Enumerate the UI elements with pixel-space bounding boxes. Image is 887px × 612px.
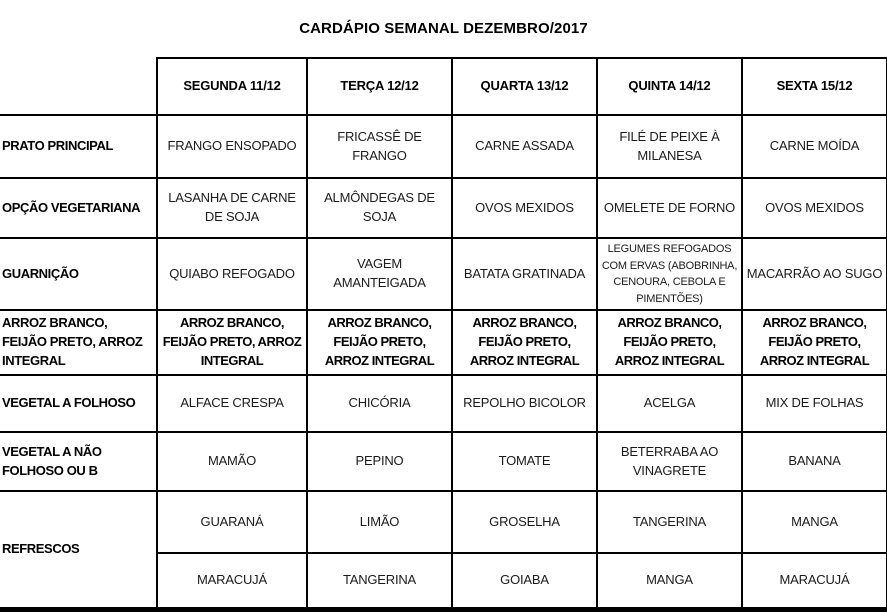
menu-cell: MARACUJÁ — [157, 553, 307, 608]
menu-cell: LIMÃO — [307, 491, 452, 553]
menu-cell: ARROZ BRANCO, FEIJÃO PRETO, ARROZ INTEGRAL — [597, 310, 742, 375]
menu-cell: CARNE MOÍDA — [742, 115, 887, 178]
menu-table — [0, 57, 887, 609]
menu-cell: QUIABO REFOGADO — [157, 238, 307, 310]
page-title: CARDÁPIO SEMANAL DEZEMBRO/2017 — [299, 20, 588, 37]
row-label-prato-principal: PRATO PRINCIPAL — [0, 115, 157, 178]
menu-cell: MANGA — [742, 491, 887, 553]
menu-cell: ARROZ BRANCO, FEIJÃO PRETO, ARROZ INTEGRAL — [157, 310, 307, 375]
day-header-quinta: QUINTA 14/12 — [597, 58, 742, 115]
menu-cell: LASANHA DE CARNE DE SOJA — [157, 178, 307, 238]
menu-cell: REPOLHO BICOLOR — [452, 375, 597, 432]
menu-cell: GOIABA — [452, 553, 597, 608]
table-row — [0, 375, 887, 432]
table-row — [0, 432, 887, 491]
menu-cell: LEGUMES REFOGADOS COM ERVAS (ABOBRINHA, CENOURA, CEBOLA E PIMENTÕES) — [597, 238, 742, 310]
menu-cell: BANANA — [742, 432, 887, 491]
menu-cell: OVOS MEXIDOS — [452, 178, 597, 238]
table-row — [0, 178, 887, 238]
menu-cell: ALMÔNDEGAS DE SOJA — [307, 178, 452, 238]
menu-cell: MIX DE FOLHAS — [742, 375, 887, 432]
row-label-guarnicao: GUARNIÇÃO — [0, 238, 157, 310]
menu-cell: MACARRÃO AO SUGO — [742, 238, 887, 310]
menu-cell: CARNE ASSADA — [452, 115, 597, 178]
menu-cell: TANGERINA — [307, 553, 452, 608]
menu-cell: ARROZ BRANCO, FEIJÃO PRETO, ARROZ INTEGRAL — [452, 310, 597, 375]
menu-cell: BATATA GRATINADA — [452, 238, 597, 310]
row-label-vegetal-folhoso: VEGETAL A FOLHOSO — [0, 375, 157, 432]
menu-cell: PEPINO — [307, 432, 452, 491]
day-header-quarta: QUARTA 13/12 — [452, 58, 597, 115]
menu-cell: OVOS MEXIDOS — [742, 178, 887, 238]
bottom-bar — [0, 607, 887, 612]
row-label-arroz-feijao: ARROZ BRANCO, FEIJÃO PRETO, ARROZ INTEGRAL — [0, 310, 157, 375]
menu-cell: ACELGA — [597, 375, 742, 432]
menu-cell: GROSELHA — [452, 491, 597, 553]
menu-cell: MAMÃO — [157, 432, 307, 491]
day-header-segunda: SEGUNDA 11/12 — [157, 58, 307, 115]
menu-cell: BETERRABA AO VINAGRETE — [597, 432, 742, 491]
table-row — [0, 115, 887, 178]
menu-cell: OMELETE DE FORNO — [597, 178, 742, 238]
menu-cell: MANGA — [597, 553, 742, 608]
row-label-refrescos: REFRESCOS — [0, 491, 157, 608]
row-label-vegetal-nao-folhoso: VEGETAL A NÃO FOLHOSO OU B — [0, 432, 157, 491]
menu-cell: MARACUJÁ — [742, 553, 887, 608]
corner-cell — [0, 58, 157, 115]
menu-cell: TOMATE — [452, 432, 597, 491]
day-header-sexta: SEXTA 15/12 — [742, 58, 887, 115]
header-row — [0, 58, 887, 115]
menu-cell: ALFACE CRESPA — [157, 375, 307, 432]
table-row — [0, 491, 887, 553]
menu-cell: FRICASSÊ DE FRANGO — [307, 115, 452, 178]
menu-cell: TANGERINA — [597, 491, 742, 553]
day-header-terca: TERÇA 12/12 — [307, 58, 452, 115]
row-label-opcao-vegetariana: OPÇÃO VEGETARIANA — [0, 178, 157, 238]
menu-cell: ARROZ BRANCO, FEIJÃO PRETO, ARROZ INTEGRAL — [307, 310, 452, 375]
table-row — [0, 310, 887, 375]
menu-cell: VAGEM AMANTEIGADA — [307, 238, 452, 310]
menu-cell: CHICÓRIA — [307, 375, 452, 432]
table-row — [0, 238, 887, 310]
menu-cell: FILÉ DE PEIXE À MILANESA — [597, 115, 742, 178]
menu-cell: FRANGO ENSOPADO — [157, 115, 307, 178]
menu-cell: GUARANÁ — [157, 491, 307, 553]
menu-cell: ARROZ BRANCO, FEIJÃO PRETO, ARROZ INTEGRAL — [742, 310, 887, 375]
